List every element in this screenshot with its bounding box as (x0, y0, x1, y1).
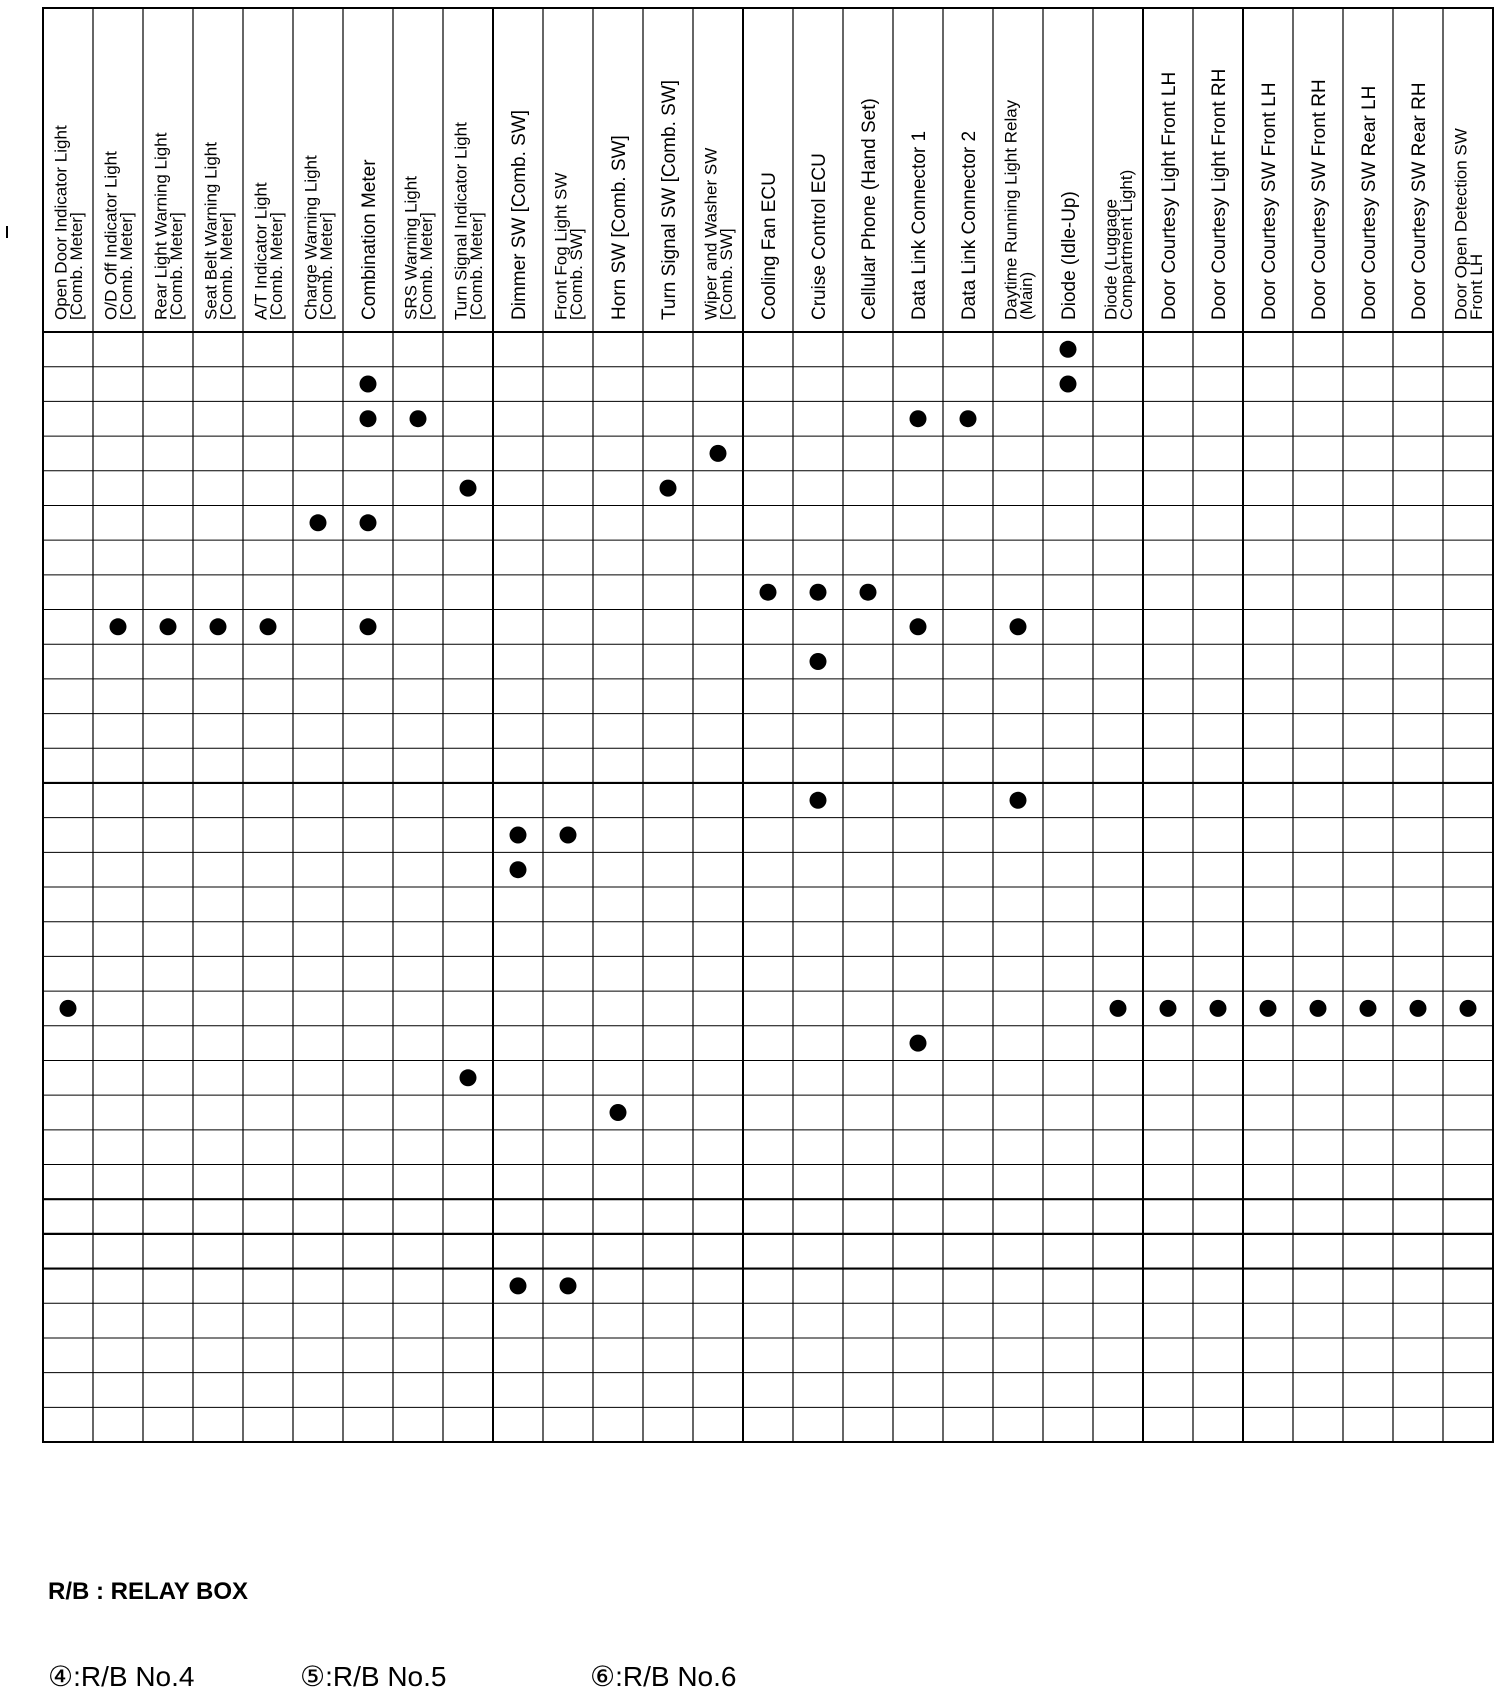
connection-dot-r5-c9 (460, 480, 477, 497)
connection-dot-r20-c24 (1210, 1000, 1227, 1017)
column-header-29-line-2: Front LH (1466, 253, 1486, 320)
column-header-20-line-2: (Main) (1016, 271, 1036, 320)
connection-dot-r10-c16 (810, 653, 827, 670)
column-header-25: Door Courtesy SW Front LH (1258, 82, 1280, 320)
connection-dot-r6-c6 (310, 514, 327, 531)
connection-dot-r3-c19 (960, 410, 977, 427)
column-header-8-line-2: [Comb. Meter] (416, 212, 436, 320)
connection-dot-r9-c18 (910, 618, 927, 635)
connection-dot-r9-c7 (360, 618, 377, 635)
column-header-8-line-1: SRS Warning Light (401, 176, 421, 320)
connection-dot-r9-c5 (260, 618, 277, 635)
connection-dot-r28-c10 (510, 1277, 527, 1294)
connection-dot-r9-c3 (160, 618, 177, 635)
connection-dot-r2-c7 (360, 376, 377, 393)
connection-dot-r15-c11 (560, 827, 577, 844)
connection-dot-r9-c20 (1010, 618, 1027, 635)
column-header-5-line-1: A/T Indicator Light (251, 182, 271, 320)
connection-dot-r20-c29 (1460, 1000, 1477, 1017)
column-header-6-line-1: Charge Warning Light (301, 155, 321, 320)
column-header-15: Cooling Fan ECU (758, 172, 780, 320)
column-header-24: Door Courtesy Light Front RH (1208, 68, 1230, 320)
column-header-20-line-1: Daytime Running Light Relay (1001, 99, 1021, 320)
column-header-22-line-1: Diode (Luggage (1101, 199, 1121, 320)
connection-dot-r3-c18 (910, 410, 927, 427)
column-header-1-line-1: Open Door Indicator Light (51, 125, 71, 320)
column-header-5-line-2: [Comb. Meter] (266, 212, 286, 320)
column-header-26: Door Courtesy SW Front RH (1308, 79, 1330, 320)
column-header-11-line-2: [Comb. SW] (566, 228, 586, 320)
connection-dot-r20-c26 (1310, 1000, 1327, 1017)
connection-dot-r1-c21 (1060, 341, 1077, 358)
column-header-18: Data Link Connector 1 (908, 130, 930, 320)
column-header-27: Door Courtesy SW Rear LH (1358, 85, 1380, 320)
connection-dot-r2-c21 (1060, 376, 1077, 393)
column-header-10: Dimmer SW [Comb. SW] (508, 109, 530, 320)
connection-dot-r3-c8 (410, 410, 427, 427)
column-header-4-line-1: Seat Belt Warning Light (201, 142, 221, 320)
connection-dot-r5-c13 (660, 480, 677, 497)
column-header-2-line-2: [Comb. Meter] (116, 212, 136, 320)
column-header-19: Data Link Connector 2 (958, 130, 980, 320)
connection-dot-r8-c17 (860, 584, 877, 601)
column-header-17: Cellular Phone (Hand Set) (858, 98, 880, 320)
connection-dot-r15-c10 (510, 827, 527, 844)
legend-item-rb5: ⑤:R/B No.5 (300, 1661, 447, 1692)
connection-dot-r9-c2 (110, 618, 127, 635)
legend-item-rb6: ⑥:R/B No.6 (590, 1661, 737, 1692)
connection-dot-r20-c25 (1260, 1000, 1277, 1017)
column-header-6-line-2: [Comb. Meter] (316, 212, 336, 320)
connection-dot-r6-c7 (360, 514, 377, 531)
column-header-4-line-2: [Comb. Meter] (216, 212, 236, 320)
connection-dot-r20-c27 (1360, 1000, 1377, 1017)
connection-dot-r22-c9 (460, 1069, 477, 1086)
column-header-28: Door Courtesy SW Rear RH (1408, 82, 1430, 320)
column-header-14-line-2: [Comb. SW] (716, 228, 736, 320)
connection-dot-r23-c12 (610, 1104, 627, 1121)
connection-dot-r4-c14 (710, 445, 727, 462)
connection-dot-r28-c11 (560, 1277, 577, 1294)
connection-dot-r16-c10 (510, 861, 527, 878)
column-header-3-line-2: [Comb. Meter] (166, 212, 186, 320)
column-header-11-line-1: Front Fog Light SW (551, 172, 571, 320)
column-header-13: Turn Signal SW [Comb. SW] (658, 79, 680, 320)
column-header-3-line-1: Rear Light Warning Light (151, 132, 171, 320)
column-header-16: Cruise Control ECU (808, 153, 830, 320)
column-header-12: Horn SW [Comb. SW] (608, 135, 630, 320)
connection-dot-r21-c18 (910, 1035, 927, 1052)
column-header-9-line-1: Turn Signal Indicator Light (451, 122, 471, 320)
connection-dot-r20-c28 (1410, 1000, 1427, 1017)
legend-item-rb4: ④:R/B No.4 (48, 1661, 195, 1692)
connection-dot-r14-c16 (810, 792, 827, 809)
column-header-22-line-2: Compartment Light) (1116, 169, 1136, 320)
connection-dot-r3-c7 (360, 410, 377, 427)
connection-dot-r8-c16 (810, 584, 827, 601)
column-header-29-line-1: Door Open Detection SW (1451, 128, 1471, 320)
connection-dot-r20-c1 (60, 1000, 77, 1017)
column-header-14-line-1: Wiper and Washer SW (701, 147, 721, 320)
column-header-9-line-2: [Comb. Meter] (466, 212, 486, 320)
column-header-23: Door Courtesy Light Front LH (1158, 71, 1180, 320)
column-header-1-line-2: [Comb. Meter] (66, 212, 86, 320)
legend-title: R/B : RELAY BOX (48, 1578, 249, 1605)
connection-dot-r20-c23 (1160, 1000, 1177, 1017)
connection-dot-r20-c22 (1110, 1000, 1127, 1017)
column-header-7: Combination Meter (358, 159, 380, 320)
connection-dot-r9-c4 (210, 618, 227, 635)
column-header-2-line-1: O/D Off Indicator Light (101, 151, 121, 320)
column-header-21: Diode (Idle-Up) (1058, 191, 1080, 320)
connection-dot-r8-c15 (760, 584, 777, 601)
connection-dot-r14-c20 (1010, 792, 1027, 809)
